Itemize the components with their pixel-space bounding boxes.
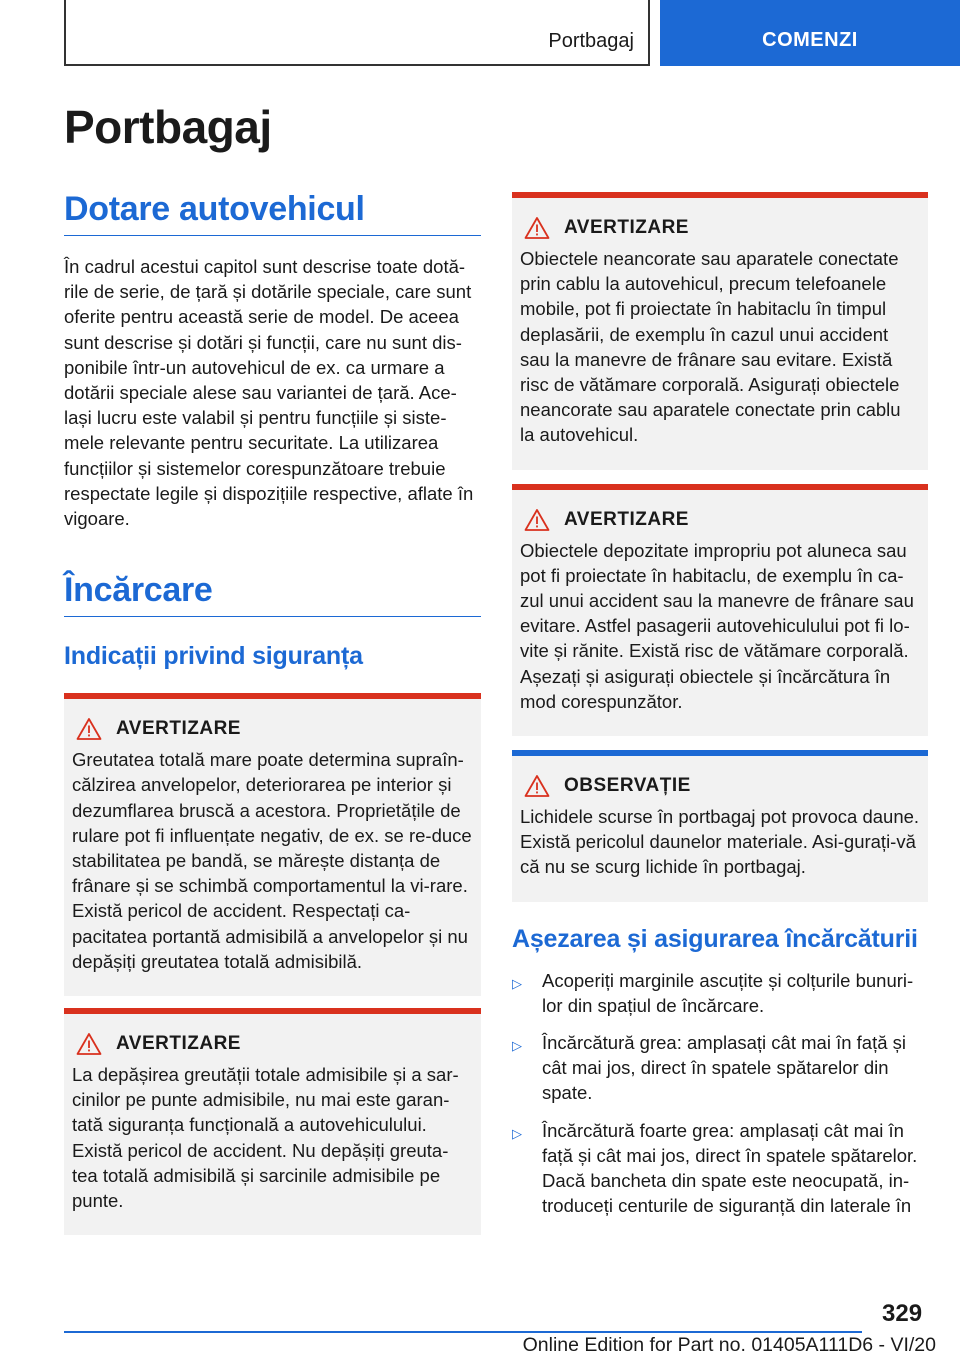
warning-text: Obiectele neancorate sau aparatele conectate prin cablu la autovehicul, precum telefoanele mobile, pot fi proiectate în habitaclu în timpul deplasării, de exemplu în cazul unui accident sau la manevre de frânare sau evitare. Există risc de vătămare corporală. Asigurați obiectele neancorate sau aparatele conectate prin cablu la autovehicul. [520,248,901,446]
footer-divider [64,1331,862,1333]
subheading-siguranta: Indicații privind siguranța [64,642,363,671]
footer-edition-text: Online Edition for Part no. 01405A111D6 - VI/20 [522,1334,936,1356]
instruction-list [512,968,928,1219]
list-item [512,1030,928,1106]
note-text: Lichidele scurse în portbagaj pot provoca daune. Există pericolul daunelor materiale. Asi-gurați-vă că nu se scurg lichide în portbagaj. [520,806,920,878]
note-title: OBSERVAȚIE [564,775,691,797]
section-heading-incarcare: Încărcare [64,571,481,617]
warning-title: AVERTIZARE [116,1033,241,1055]
warning-title: AVERTIZARE [564,217,689,238]
paragraph-dotare: În cadrul acestui capitol sunt descrise toate dotă-rile de serie, de țară și dotările speciale, care sunt oferite pentru această serie de model. De aceea sunt descrise și dotări și funcții, care nu sunt dis-ponibile într-un autovehicul de ex. ca urmare a dotării speciale alese sau variantei de țară. Ace-lași lucru este valabil și pentru funcțiile și siste-mele relevante pentru securitate. La utilizarea funcțiilor și sistemelor corespunzătoare trebuie respectate legile și dispozițiile respective, aflate în vigoare. [64,256,474,530]
breadcrumb[interactable]: Portbagaj [548,30,634,52]
tab-comenzi[interactable]: COMENZI [660,0,960,66]
note-box [512,750,928,902]
list-item [512,1118,928,1219]
header-breadcrumb-box [64,0,650,66]
footer-edition [0,1334,960,1357]
right-column [512,192,928,1230]
list-item-text: Încărcătură foarte grea: amplasați cât mai în față și cât mai jos, direct în spatele spătarelor. Dacă bancheta din spate este neocupată, in-troduceți centurile de siguranță din laterale în [542,1119,918,1217]
left-column [64,190,481,1235]
warning-text: La depășirea greutății totale admisibile și a sar-cinilor pe punte admisibile, nu mai este garan-tată siguranța funcțională a autovehiculului. Există pericol de accident. Nu depășiți greuta-tea totală admisibilă și sarcinile admisibile pe punte. [72,1064,459,1212]
list-item-text: Acoperiți marginile ascuțite și colțurile bunuri-lor din spațiul de încărcare. [542,969,914,1016]
section-heading-dotare: Dotare autovehicul [64,190,481,236]
warning-text: Greutatea totală mare poate determina supraîn-călzirea anvelopelor, deteriorarea pe interior și dezumflarea bruscă a acestora. Proprietățile de rulare pot fi influențate negativ, de ex. se re-duce stabilitatea pe bandă, se mărește distanța de frânare și se schimbă comportamentul la vi-rare. Există pericol de accident. Respectați ca-pacitatea portantă admisibilă a anvelopelor și nu depășiți greutatea totală admisibilă. [72,749,472,972]
warning-box [64,1008,481,1235]
triangle-bullet-icon: ▷ [512,1125,522,1141]
warning-triangle-icon [76,717,102,741]
warning-box [64,693,481,996]
warning-triangle-icon [524,508,550,532]
note-triangle-icon [524,774,550,798]
warning-triangle-icon [524,216,550,240]
warning-text: Obiectele depozitate impropriu pot aluneca sau pot fi proiectate în habitaclu, de exemplu în ca-zul unui accident sau la manevre de frânare sau evitare. Astfel pasagerii autovehiculului pot fi lo-vite și rănite. Există risc de vătămare corporală. Așezați și asigurați obiectele și încărcătura în mod corespunzător. [520,539,914,712]
page-title: Portbagaj [64,101,272,153]
warning-box [512,484,928,736]
list-item [512,968,928,1018]
subheading-asezarea: Așezarea și asigurarea încărcăturii [512,924,918,953]
list-item-text: Încărcătură grea: amplasați cât mai în față și cât mai jos, direct în spatele spătarelor din spate. [542,1032,907,1104]
triangle-bullet-icon: ▷ [512,975,522,991]
warning-title: AVERTIZARE [116,718,241,740]
warning-box [512,192,928,470]
warning-triangle-icon [76,1032,102,1056]
page-number: 329 [882,1300,923,1327]
triangle-bullet-icon: ▷ [512,1038,522,1054]
warning-title: AVERTIZARE [564,508,689,530]
